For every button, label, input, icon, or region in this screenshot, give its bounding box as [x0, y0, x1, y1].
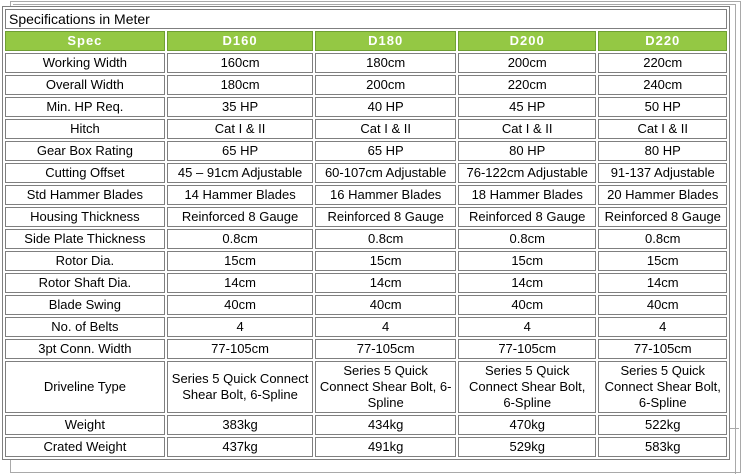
cell-value: Reinforced 8 Gauge: [315, 207, 456, 227]
row-label: Working Width: [5, 53, 165, 73]
cell-value: 529kg: [458, 437, 597, 457]
cell-value: 14cm: [598, 273, 727, 293]
cell-value: 16 Hammer Blades: [315, 185, 456, 205]
cell-value: 434kg: [315, 415, 456, 435]
cell-value: Series 5 Quick Connect Shear Bolt, 6-Spline: [598, 361, 727, 413]
table-title-row: [5, 9, 727, 29]
cell-value: 200cm: [458, 53, 597, 73]
row-label: Crated Weight: [5, 437, 165, 457]
cell-value: 583kg: [598, 437, 727, 457]
cell-value: Series 5 Quick Connect Shear Bolt, 6-Spline: [167, 361, 314, 413]
column-header-d200: D200: [458, 31, 597, 51]
cell-value: 77-105cm: [598, 339, 727, 359]
column-header-d220: D220: [598, 31, 727, 51]
row-label: Driveline Type: [5, 361, 165, 413]
table-row: [5, 119, 727, 139]
row-label: Side Plate Thickness: [5, 229, 165, 249]
cell-value: 18 Hammer Blades: [458, 185, 597, 205]
row-label: Blade Swing: [5, 295, 165, 315]
row-label: 3pt Conn. Width: [5, 339, 165, 359]
row-label: Overall Width: [5, 75, 165, 95]
cell-value: 0.8cm: [315, 229, 456, 249]
row-label: Gear Box Rating: [5, 141, 165, 161]
cell-value: 14cm: [167, 273, 314, 293]
row-label: Rotor Dia.: [5, 251, 165, 271]
cell-value: 40 HP: [315, 97, 456, 117]
cell-value: 0.8cm: [167, 229, 314, 249]
row-label: Hitch: [5, 119, 165, 139]
cell-value: 4: [167, 317, 314, 337]
table-row: [5, 437, 727, 457]
table-row: [5, 361, 727, 413]
cell-value: 65 HP: [315, 141, 456, 161]
spec-table: [2, 6, 730, 460]
table-title: Specifications in Meter: [5, 9, 727, 29]
cell-value: Cat I & II: [598, 119, 727, 139]
cell-value: Reinforced 8 Gauge: [167, 207, 314, 227]
cell-value: 15cm: [598, 251, 727, 271]
cell-value: 80 HP: [598, 141, 727, 161]
cell-value: 383kg: [167, 415, 314, 435]
cell-value: 14cm: [315, 273, 456, 293]
cell-value: Series 5 Quick Connect Shear Bolt, 6-Spline: [315, 361, 456, 413]
table-row: [5, 295, 727, 315]
cell-value: 77-105cm: [458, 339, 597, 359]
cell-value: 20 Hammer Blades: [598, 185, 727, 205]
cell-value: 437kg: [167, 437, 314, 457]
cell-value: Cat I & II: [167, 119, 314, 139]
cell-value: 14cm: [458, 273, 597, 293]
cell-value: 4: [458, 317, 597, 337]
cell-value: 15cm: [315, 251, 456, 271]
cell-value: 15cm: [458, 251, 597, 271]
cell-value: 40cm: [458, 295, 597, 315]
table-row: [5, 141, 727, 161]
cell-value: Reinforced 8 Gauge: [458, 207, 597, 227]
table-row: [5, 97, 727, 117]
row-label: Rotor Shaft Dia.: [5, 273, 165, 293]
cell-value: 50 HP: [598, 97, 727, 117]
cell-value: 160cm: [167, 53, 314, 73]
cell-value: 522kg: [598, 415, 727, 435]
row-label: Housing Thickness: [5, 207, 165, 227]
cell-value: 491kg: [315, 437, 456, 457]
cell-value: 40cm: [315, 295, 456, 315]
cell-value: 15cm: [167, 251, 314, 271]
cell-value: Reinforced 8 Gauge: [598, 207, 727, 227]
row-label: Min. HP Req.: [5, 97, 165, 117]
cell-value: Cat I & II: [315, 119, 456, 139]
cell-value: 65 HP: [167, 141, 314, 161]
row-label: Std Hammer Blades: [5, 185, 165, 205]
cell-value: 4: [315, 317, 456, 337]
cell-value: 77-105cm: [315, 339, 456, 359]
cell-value: 220cm: [598, 53, 727, 73]
cell-value: 0.8cm: [458, 229, 597, 249]
table-row: [5, 185, 727, 205]
cell-value: 14 Hammer Blades: [167, 185, 314, 205]
cell-value: Cat I & II: [458, 119, 597, 139]
table-row: [5, 251, 727, 271]
cell-value: 35 HP: [167, 97, 314, 117]
row-label: No. of Belts: [5, 317, 165, 337]
table-row: [5, 53, 727, 73]
table-row: [5, 207, 727, 227]
table-header-row: [5, 31, 727, 51]
table-row: [5, 273, 727, 293]
row-label: Weight: [5, 415, 165, 435]
table-row: [5, 75, 727, 95]
cell-value: 240cm: [598, 75, 727, 95]
cell-value: 4: [598, 317, 727, 337]
cell-value: 180cm: [315, 53, 456, 73]
column-header-spec: Spec: [5, 31, 165, 51]
cell-value: 40cm: [167, 295, 314, 315]
cell-value: 60-107cm Adjustable: [315, 163, 456, 183]
page-frame-inner-right-line: [735, 4, 736, 474]
page-frame-inner-top-line: [13, 4, 735, 5]
column-header-d160: D160: [167, 31, 314, 51]
row-label: Cutting Offset: [5, 163, 165, 183]
cell-value: 40cm: [598, 295, 727, 315]
table-row: [5, 339, 727, 359]
cell-value: 45 HP: [458, 97, 597, 117]
table-row: [5, 163, 727, 183]
cell-value: 77-105cm: [167, 339, 314, 359]
table-row: [5, 317, 727, 337]
cell-value: 200cm: [315, 75, 456, 95]
cell-value: 91-137 Adjustable: [598, 163, 727, 183]
cell-value: 220cm: [458, 75, 597, 95]
cell-value: 45 – 91cm Adjustable: [167, 163, 314, 183]
table-row: [5, 415, 727, 435]
cell-value: 470kg: [458, 415, 597, 435]
column-header-d180: D180: [315, 31, 456, 51]
cell-value: 180cm: [167, 75, 314, 95]
spec-table-body: [5, 9, 727, 457]
cell-value: 0.8cm: [598, 229, 727, 249]
cell-value: 76-122cm Adjustable: [458, 163, 597, 183]
table-row: [5, 229, 727, 249]
cell-value: Series 5 Quick Connect Shear Bolt, 6-Spline: [458, 361, 597, 413]
cell-value: 80 HP: [458, 141, 597, 161]
